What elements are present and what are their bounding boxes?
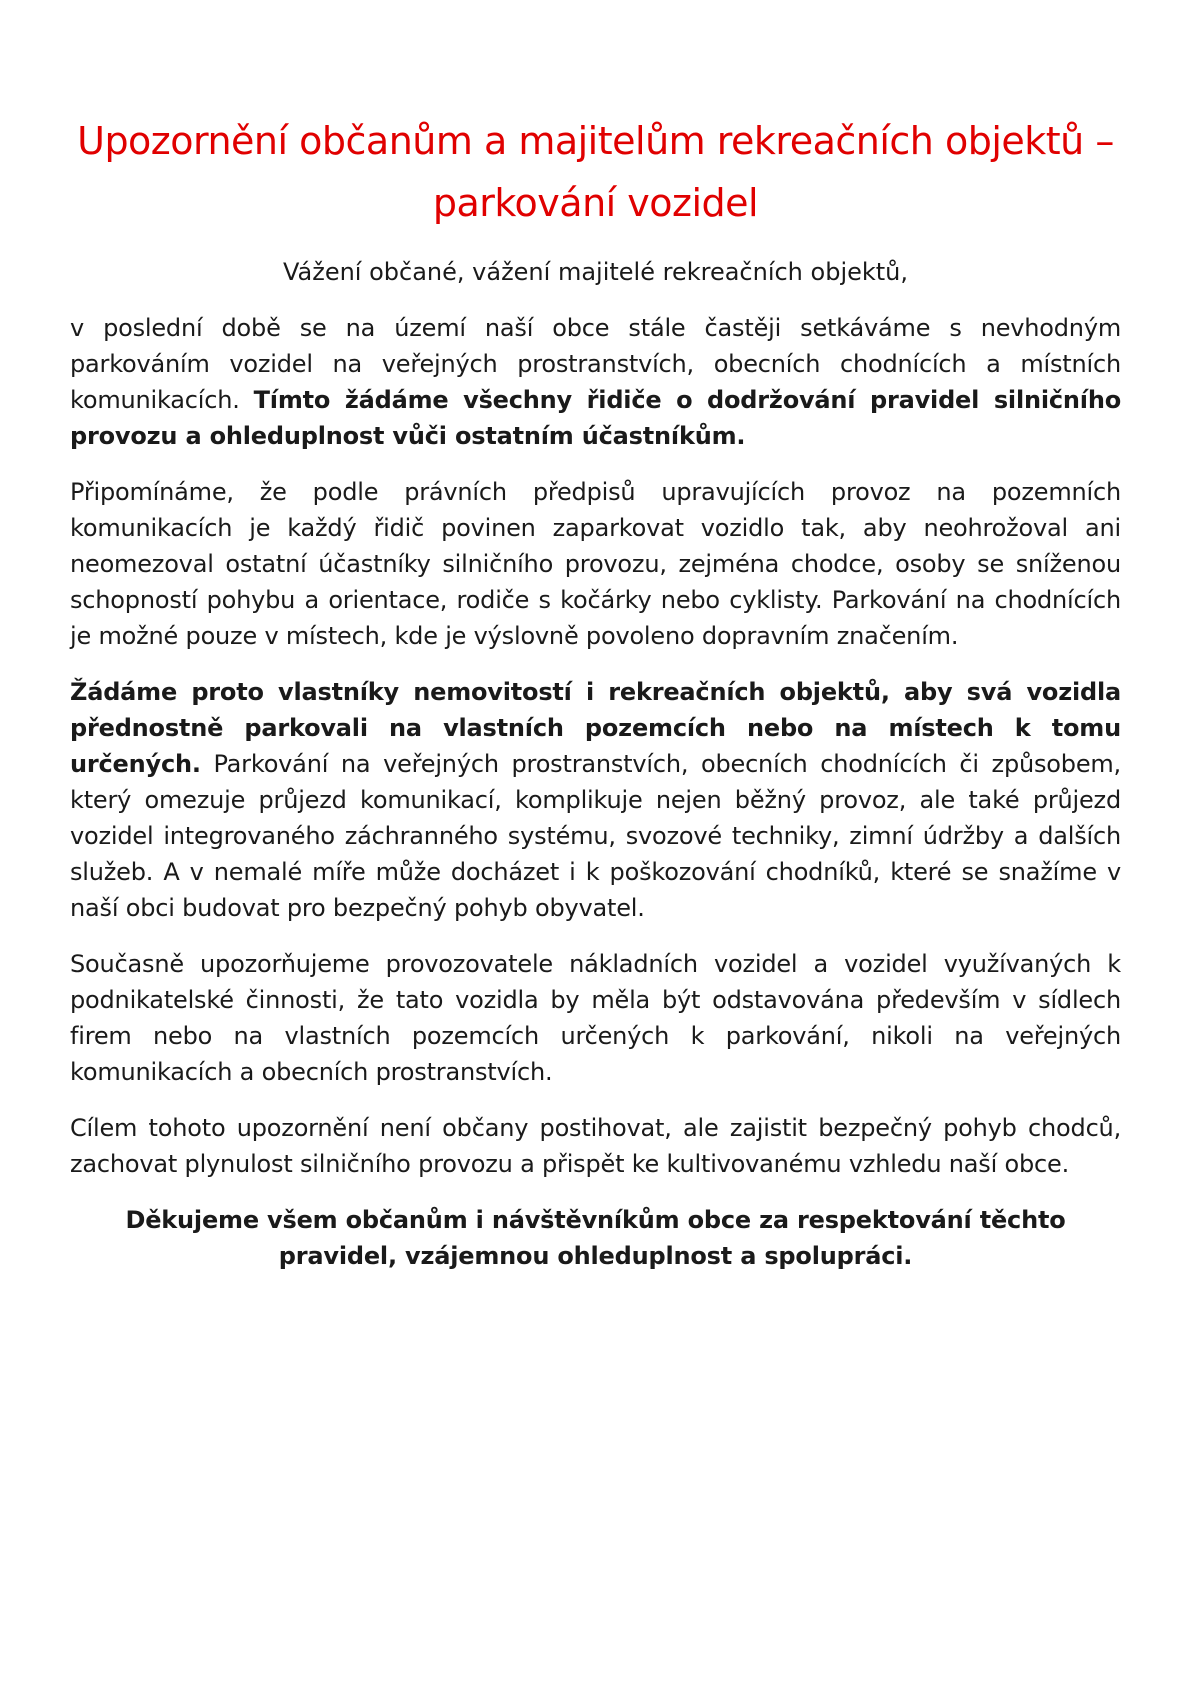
paragraph-text: v poslední době se na území naší obce stále častěji setkáváme s nevhodným parkováním vozidel na veřejných prostranstvích, obecních chodnících a místních komunikacích. <box>70 314 1121 414</box>
paragraph-goal <box>70 1110 1121 1182</box>
paragraph-intro <box>70 310 1121 454</box>
body-paragraphs <box>70 310 1121 1182</box>
paragraph-text: Připomínáme, že podle právních předpisů upravujících provoz na pozemních komunikacích je každý řidič povinen zaparkovat vozidlo tak, aby neohrožoval ani neomezoval ostatní účastníky silničního provozu, zejména chodce, osoby se sníženou schopností pohybu a orientace, rodiče s kočárky nebo cyklisty. Parkování na chodnících je možné pouze v místech, kde je výslovně povoleno dopravním značením. <box>70 478 1121 650</box>
page-title: Upozornění občanům a majitelům rekreačních objektů – parkování vozidel <box>77 119 1114 225</box>
paragraph-emphasis: Tímto žádáme všechny řidiče o dodržování pravidel silničního provozu a ohleduplnost vůči ostatním účastníkům. <box>70 386 1121 450</box>
paragraph-text: Současně upozorňujeme provozovatele nákladních vozidel a vozidel využívaných k podnikatelské činnosti, že tato vozidla by měla být odstavována především v sídlech firem nebo na vlastních pozemcích určených k parkování, nikoli na veřejných komunikacích a obecních prostranstvích. <box>70 950 1121 1086</box>
closing-thanks: Děkujeme všem občanům i návštěvníkům obce za respektování těchto pravidel, vzájemnou ohleduplnost a spolupráci. <box>125 1206 1066 1270</box>
paragraph-emphasis: Žádáme proto vlastníky nemovitostí i rekreačních objektů, aby svá vozidla přednostně parkovali na vlastních pozemcích nebo na místech k tomu určených. <box>70 678 1121 778</box>
paragraph-commercial-vehicles <box>70 946 1121 1090</box>
paragraph-text: Parkování na veřejných prostranstvích, obecních chodnících či způsobem, který omezuje průjezd komunikací, komplikuje nejen běžný provoz, ale také průjezd vozidel integrovaného záchranného systému, svozové techniky, zimní údržby a dalších služeb. A v nemalé míře může docházet i k poškozování chodníků, které se snažíme v naší obci budovat pro bezpečný pohyb obyvatel. <box>70 750 1121 922</box>
salutation: Vážení občané, vážení majitelé rekreačních objektů, <box>282 258 909 286</box>
paragraph-legal-reminder <box>70 474 1121 654</box>
paragraph-owners-request <box>70 674 1121 926</box>
paragraph-text: Cílem tohoto upozornění není občany postihovat, ale zajistit bezpečný pohyb chodců, zachovat plynulost silničního provozu a přispět ke kultivovanému vzhledu naší obce. <box>70 1114 1121 1178</box>
